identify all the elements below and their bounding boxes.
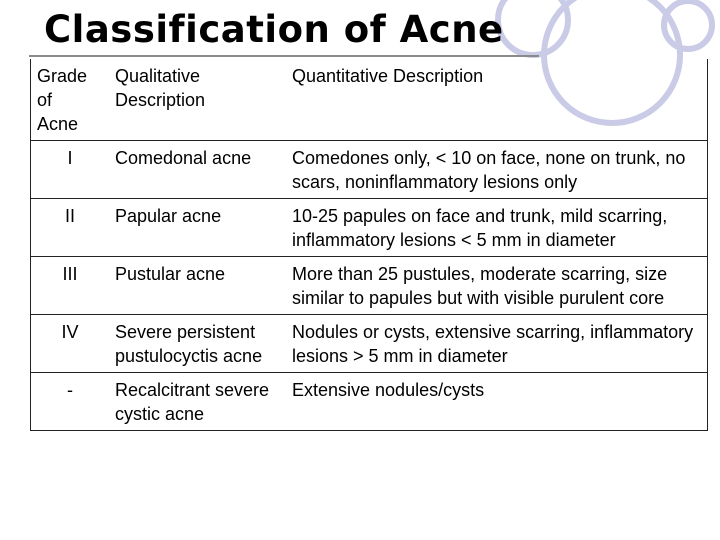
header-grade-line: of <box>37 90 53 110</box>
header-quantitative: Quantitative Description <box>292 66 484 86</box>
acne-classification-table <box>30 59 708 431</box>
cell-qualitative: Comedonal acne <box>115 148 252 168</box>
header-qualitative <box>109 59 286 141</box>
cell-grade: I <box>67 148 73 168</box>
cell-quantitative: Comedones only, < 10 on face, none on trunk, no scars, noninflammatory lesions only <box>292 148 686 192</box>
cell-qualitative: Severe persistent pustulocyctis acne <box>115 322 263 366</box>
cell-qualitative: Recalcitrant severe cystic acne <box>115 380 270 424</box>
header-grade-line: Grade <box>37 66 88 86</box>
header-qualitative-line: Description <box>115 90 206 110</box>
header-qualitative-line: Qualitative <box>115 66 201 86</box>
title-underline <box>29 55 539 57</box>
decor-circle <box>498 0 568 55</box>
cell-quantitative: 10-25 papules on face and trunk, mild scarring, inflammatory lesions < 5 mm in diameter <box>292 206 668 250</box>
table-row <box>31 141 708 199</box>
cell-qualitative: Papular acne <box>115 206 222 226</box>
table-row <box>31 257 708 315</box>
table-row <box>31 373 708 431</box>
table-row <box>31 315 708 373</box>
cell-quantitative: Nodules or cysts, extensive scarring, inflammatory lesions > 5 mm in diameter <box>292 322 694 366</box>
header-grade <box>31 59 110 141</box>
cell-grade: III <box>62 264 78 284</box>
cell-grade: - <box>67 380 73 400</box>
table-row <box>31 199 708 257</box>
cell-qualitative: Pustular acne <box>115 264 226 284</box>
cell-grade: II <box>64 206 75 226</box>
header-grade-line: Acne <box>37 114 79 134</box>
slide-title: Classification of Acne <box>44 8 504 51</box>
table-header-row <box>31 59 708 141</box>
cell-quantitative: More than 25 pustules, moderate scarring, size similar to papules but with visible purulent core <box>292 264 668 308</box>
cell-grade: IV <box>61 322 79 342</box>
cell-quantitative: Extensive nodules/cysts <box>292 380 485 400</box>
